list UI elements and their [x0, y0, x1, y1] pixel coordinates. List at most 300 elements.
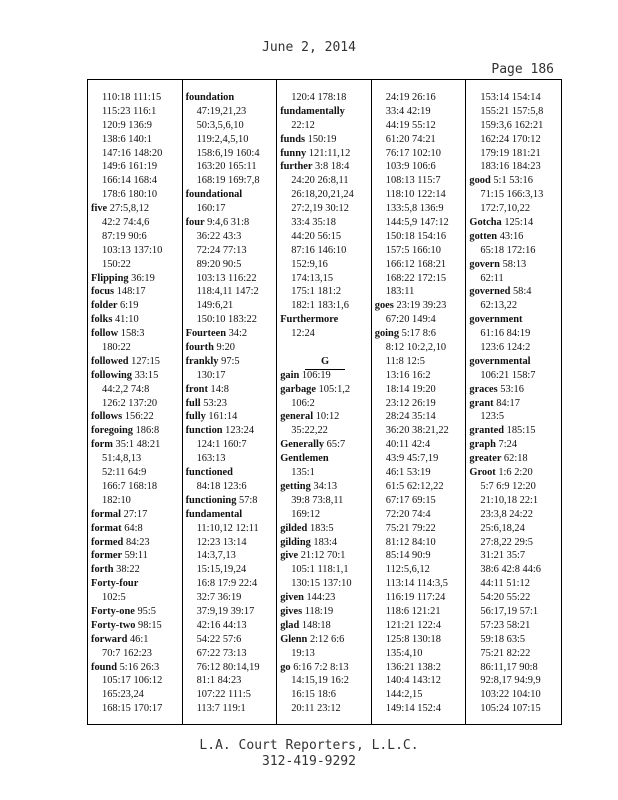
- index-refs: 5:1 53:16: [493, 175, 533, 187]
- index-refs-continued: 65:18 172:16: [480, 244, 536, 256]
- index-entry: [186, 424, 276, 438]
- index-term: fundamentally: [280, 105, 345, 117]
- index-term: graph: [469, 439, 496, 451]
- index-refs-continued: 135:1: [291, 467, 315, 479]
- index-refs-continued: 112:5,6,12: [385, 564, 430, 576]
- index-refs: 148:18: [301, 619, 331, 631]
- index-refs-continued: 166:7 168:18: [102, 480, 158, 492]
- index-refs: 125:14: [504, 217, 534, 229]
- index-refs: 23:19 39:23: [396, 300, 447, 312]
- index-entry: [91, 661, 181, 675]
- index-refs: 10:12: [315, 411, 340, 423]
- index-entry: [469, 452, 560, 466]
- index-term: five: [91, 203, 108, 215]
- index-refs-continued: 23:12 26:19: [385, 397, 436, 409]
- index-entry: [91, 327, 181, 341]
- index-refs: 183:4: [313, 536, 338, 548]
- index-refs-continued: 8:12 10:2,2,10: [385, 342, 447, 354]
- index-refs-continued: 168:15 170:17: [102, 703, 163, 715]
- index-refs: 41:10: [114, 314, 139, 326]
- index-refs: 46:1: [129, 633, 149, 645]
- index-entry: [91, 424, 181, 438]
- index-column-5: [466, 80, 561, 724]
- index-refs: 6:16 7:2 8:13: [293, 661, 349, 673]
- index-refs-continued: 85:14 90:9: [385, 550, 431, 562]
- index-refs-continued: 23:3,8 24:22: [480, 508, 533, 520]
- index-refs-continued: 149:6,21: [196, 300, 234, 312]
- index-refs: 106:19: [301, 369, 331, 381]
- index-refs: 123:24: [225, 425, 255, 437]
- index-refs-continued: 118:10 122:14: [385, 189, 446, 201]
- index-refs: 156:22: [124, 411, 154, 423]
- index-term: folder: [91, 300, 118, 312]
- index-entry: [280, 480, 370, 494]
- index-entry: [186, 383, 276, 397]
- index-refs-continued: 72:20 74:4: [385, 508, 431, 520]
- index-term: fourth: [185, 342, 214, 354]
- index-refs: 158:3: [120, 328, 145, 340]
- index-refs-continued: 105:17 106:12: [102, 675, 163, 687]
- index-refs-continued: 20:11 23:12: [291, 703, 341, 715]
- index-term: getting: [280, 480, 311, 492]
- index-refs-continued: 70:7 162:23: [102, 647, 152, 659]
- index-term: follows: [91, 411, 123, 423]
- footer-phone: 312-419-9292: [262, 754, 356, 769]
- index-refs-continued: 47:19,21,23: [196, 105, 247, 117]
- index-term: further: [280, 161, 313, 173]
- index-refs-continued: 166:12 168:21: [385, 258, 447, 270]
- index-refs: 6:19: [119, 300, 139, 312]
- index-refs-continued: 106:21 158:7: [480, 369, 536, 381]
- index-refs-continued: 153:14 154:14: [480, 92, 541, 103]
- index-refs-continued: 40:11 42:4: [385, 439, 431, 451]
- index-entry: [280, 522, 370, 536]
- index-refs-continued: 5:7 6:9 12:20: [480, 480, 536, 492]
- index-refs: 27:5,8,12: [109, 203, 150, 215]
- index-entry: [375, 299, 465, 313]
- index-refs: 7:24: [498, 439, 518, 451]
- index-term: focus: [91, 286, 115, 298]
- index-refs-continued: 183:11: [385, 286, 415, 298]
- index-refs-continued: 123:5: [480, 411, 505, 423]
- index-refs-continued: 118:4,11 147:2: [196, 286, 259, 298]
- index-term: found: [91, 661, 117, 673]
- index-term: Forty-four: [91, 578, 139, 590]
- index-refs-continued: 56:17,19 57:1: [480, 605, 539, 617]
- index-term: followed: [91, 355, 129, 367]
- index-refs-continued: 150:18 154:16: [385, 230, 447, 242]
- index-refs: 5:16 26:3: [119, 661, 160, 673]
- index-entry: [91, 536, 181, 550]
- index-refs-continued: 44:19 55:12: [385, 119, 436, 131]
- index-refs-continued: 62:11: [480, 272, 504, 284]
- index-entry: [186, 341, 276, 355]
- index-refs-continued: 86:11,17 90:8: [480, 661, 538, 673]
- index-refs-continued: 135:4,10: [385, 647, 423, 659]
- index-refs-continued: 11:10,12 12:11: [196, 522, 259, 534]
- index-term: Forty-one: [91, 605, 135, 617]
- index-column-4: [372, 80, 467, 724]
- index-refs-continued: 155:21 157:5,8: [480, 105, 544, 117]
- index-refs-continued: 113:14 114:3,5: [385, 578, 448, 590]
- index-term: foregoing: [91, 425, 133, 437]
- index-term: function: [185, 425, 223, 437]
- index-refs-continued: 89:20 90:5: [196, 258, 242, 270]
- index-refs-continued: 61:5 62:12,22: [385, 480, 444, 492]
- index-refs-continued: 62:13,22: [480, 300, 518, 312]
- index-refs-continued: 124:1 160:7: [196, 439, 247, 451]
- index-term: folks: [91, 314, 113, 326]
- index-entry: [280, 633, 370, 647]
- index-term: Generally: [280, 439, 325, 451]
- index-term: give: [280, 550, 299, 562]
- index-refs-continued: 179:19 181:21: [480, 147, 541, 159]
- index-refs-continued: 42:16 44:13: [196, 619, 247, 631]
- index-refs: 14:8: [210, 383, 230, 395]
- index-refs-continued: 19:13: [291, 647, 315, 659]
- index-refs-continued: 119:2,4,5,10: [196, 133, 249, 145]
- index-term: form: [91, 439, 113, 451]
- index-term: glad: [280, 619, 300, 631]
- index-refs-continued: 92:8,17 94:9,9: [480, 675, 541, 687]
- index-refs-continued: 27:2,19 30:12: [291, 203, 349, 215]
- index-term: Fourteen: [185, 328, 226, 340]
- index-refs-continued: 87:19 90:6: [102, 230, 147, 242]
- index-refs: 36:19: [131, 272, 155, 284]
- index-refs-continued: 105:24 107:15: [480, 703, 541, 715]
- index-refs-continued: 183:16 184:23: [480, 161, 541, 173]
- index-entry: [91, 563, 181, 577]
- index-refs: 183:5: [309, 522, 334, 534]
- index-refs: 38:22: [116, 564, 140, 576]
- index-term: gilding: [280, 536, 311, 548]
- index-refs: 95:5: [137, 605, 156, 617]
- index-refs-continued: 159:3,6 162:21: [480, 119, 544, 131]
- index-refs-continued: 51:4,8,13: [102, 453, 142, 465]
- index-refs-continued: 52:11 64:9: [102, 467, 147, 479]
- index-refs-continued: 150:22: [102, 258, 131, 270]
- index-refs-continued: 76:17 102:10: [385, 147, 441, 159]
- index-refs-continued: 174:13,15: [291, 272, 334, 284]
- index-refs-continued: 14:15,19 16:2: [291, 675, 349, 687]
- index-refs-continued: 136:21 138:2: [385, 661, 441, 673]
- index-refs-continued: 144:5,9 147:12: [385, 217, 449, 229]
- index-term: forward: [91, 633, 128, 645]
- index-entry: [91, 299, 181, 313]
- index-refs-continued: 150:10 183:22: [196, 314, 257, 326]
- index-refs-continued: 149:6 161:19: [102, 161, 158, 173]
- index-refs-continued: 126:2 137:20: [102, 397, 158, 409]
- index-entry: [186, 327, 276, 341]
- index-term: grant: [469, 397, 494, 409]
- index-term: foundation: [185, 92, 235, 103]
- index-refs-continued: 16:8 17:9 22:4: [196, 578, 258, 590]
- index-refs-continued: 110:18 111:15: [102, 92, 162, 103]
- index-refs-continued: 16:15 18:6: [291, 689, 336, 701]
- index-entry: [280, 383, 370, 397]
- index-entry: [91, 355, 181, 369]
- index-refs-continued: 123:6 124:2: [480, 342, 531, 354]
- index-refs-continued: 21:10,18 22:1: [480, 494, 539, 506]
- index-refs: 35:1 48:21: [115, 439, 161, 451]
- index-refs: 58:13: [502, 258, 527, 270]
- index-refs-continued: 157:5 166:10: [385, 244, 441, 256]
- index-term: going: [374, 328, 400, 340]
- index-refs: 53:23: [203, 397, 227, 409]
- index-term: Furthermore: [280, 314, 339, 326]
- index-entry: [469, 230, 560, 244]
- index-refs: 2:12 6:6: [309, 633, 345, 645]
- index-refs-continued: 118:6 121:21: [385, 605, 441, 617]
- index-refs-continued: 115:23 116:1: [102, 105, 157, 117]
- index-refs: 34:2: [228, 328, 248, 340]
- section-letter-text: G: [305, 355, 345, 370]
- index-entry: [280, 661, 370, 675]
- index-term: granted: [469, 425, 505, 437]
- index-entry: [280, 133, 370, 147]
- index-term: foundational: [185, 189, 243, 201]
- index-refs: 185:15: [506, 425, 536, 437]
- index-term: Forty-two: [91, 619, 136, 631]
- index-refs-continued: 105:1 118:1,1: [291, 564, 349, 576]
- index-refs: 27:17: [123, 508, 148, 520]
- index-entry: [469, 466, 560, 480]
- index-refs: 105:1,2: [318, 383, 351, 395]
- index-term: Groot: [469, 467, 496, 479]
- index-term: Glenn: [280, 633, 308, 645]
- index-term: general: [280, 411, 314, 423]
- index-refs-continued: 172:7,10,22: [480, 203, 531, 215]
- index-refs-continued: 108:13 115:7: [385, 175, 441, 187]
- index-term: following: [91, 369, 132, 381]
- index-refs: 186:8: [135, 425, 160, 437]
- index-term: four: [185, 217, 205, 229]
- index-term: Gentlemen: [280, 453, 329, 465]
- index-entry: [280, 438, 370, 452]
- index-entry: [375, 327, 465, 341]
- index-refs: 3:8 18:4: [314, 161, 350, 173]
- index-refs-continued: 31:21 35:7: [480, 550, 526, 562]
- index-refs-continued: 163:20 165:11: [196, 161, 257, 173]
- index-refs: 62:18: [503, 453, 528, 465]
- index-refs-continued: 28:24 35:14: [385, 411, 436, 423]
- index-refs-continued: 44:20 56:15: [291, 230, 342, 242]
- index-refs-continued: 12:24: [291, 328, 315, 340]
- page-number: Page 186: [491, 62, 554, 77]
- index-refs-continued: 133:5,8 136:9: [385, 203, 444, 215]
- index-term: formed: [91, 536, 124, 548]
- index-entry: [91, 202, 181, 216]
- index-entry: [91, 410, 181, 424]
- index-entry: [91, 369, 181, 383]
- index-entry: [469, 258, 560, 272]
- index-entry: [280, 313, 370, 327]
- index-refs-continued: 12:23 13:14: [196, 536, 247, 548]
- index-refs: 53:16: [500, 383, 524, 395]
- index-refs-continued: 43:9 45:7,19: [385, 453, 439, 465]
- index-refs-continued: 178:6 180:10: [102, 189, 158, 201]
- index-refs: 144:23: [306, 592, 336, 604]
- index-term: funny: [280, 147, 307, 159]
- index-refs-continued: 76:12 80:14,19: [196, 661, 260, 673]
- index-refs-continued: 138:6 140:1: [102, 133, 152, 145]
- index-term: former: [91, 550, 122, 562]
- index-refs: 84:23: [125, 536, 150, 548]
- index-refs-continued: 26:18,20,21,24: [291, 189, 354, 201]
- index-entry: [186, 508, 276, 522]
- index-refs-continued: 103:9 106:6: [385, 161, 436, 173]
- index-entry: [91, 577, 181, 591]
- index-entry: [280, 105, 370, 119]
- index-entry: [91, 438, 181, 452]
- index-term: follow: [91, 328, 119, 340]
- index-term: good: [469, 175, 491, 187]
- index-refs-continued: 180:22: [102, 342, 131, 354]
- index-refs-continued: 130:17: [196, 369, 226, 381]
- index-entry: [186, 91, 276, 105]
- index-refs: 57:8: [239, 494, 258, 506]
- index-column-3: [277, 80, 372, 724]
- index-entry: [91, 508, 181, 522]
- index-refs-continued: 165:23,24: [102, 689, 144, 701]
- index-entry: [469, 355, 560, 369]
- index-refs-continued: 149:14 152:4: [385, 703, 441, 715]
- index-term: format: [91, 522, 122, 534]
- index-refs-continued: 121:21 122:4: [385, 619, 441, 631]
- index-refs-continued: 182:1 183:1,6: [291, 300, 349, 312]
- index-refs: 9:20: [216, 342, 235, 354]
- index-entry: [91, 619, 181, 633]
- index-refs: 64:8: [124, 522, 143, 534]
- index-refs-continued: 71:15 166:3,13: [480, 189, 544, 201]
- index-refs-continued: 33:4 42:19: [385, 105, 431, 117]
- index-entry: [91, 605, 181, 619]
- index-entry: [280, 619, 370, 633]
- footer-company: L.A. Court Reporters, L.L.C.: [199, 738, 419, 753]
- index-term: governed: [469, 286, 511, 298]
- index-term: graces: [469, 383, 498, 395]
- index-refs-continued: 15:15,19,24: [196, 564, 247, 576]
- index-refs-continued: 42:2 74:4,6: [102, 217, 150, 229]
- index-refs-continued: 72:24 77:13: [196, 244, 247, 256]
- index-entry: [91, 272, 181, 286]
- index-refs-continued: 106:2: [291, 397, 315, 409]
- index-term: full: [185, 397, 201, 409]
- index-refs-continued: 14:3,7,13: [196, 550, 236, 562]
- index-refs-continued: 35:22,22: [291, 425, 328, 437]
- index-term: gain: [280, 369, 300, 381]
- header-date: June 2, 2014: [262, 40, 356, 55]
- index-entry: [469, 216, 560, 230]
- index-refs-continued: 168:22 172:15: [385, 272, 447, 284]
- index-refs: 161:14: [208, 411, 238, 423]
- index-term: goes: [374, 300, 394, 312]
- index-refs-continued: 81:12 84:10: [385, 536, 436, 548]
- index-refs-continued: 44:2,2 74:8: [102, 383, 150, 395]
- index-refs-continued: 67:20 149:4: [385, 314, 436, 326]
- index-entry: [280, 591, 370, 605]
- index-refs: 33:15: [134, 369, 159, 381]
- index-refs-continued: 140:4 143:12: [385, 675, 441, 687]
- index-refs-continued: 36:20 38:21,22: [385, 425, 449, 437]
- index-refs-continued: 169:12: [291, 508, 321, 520]
- index-term: greater: [469, 453, 502, 465]
- index-refs-continued: 120:9 136:9: [102, 119, 152, 131]
- index-refs-continued: 37:9,19 39:17: [196, 605, 255, 617]
- index-refs-continued: 46:1 53:19: [385, 467, 431, 479]
- index-refs-continued: 18:14 19:20: [385, 383, 436, 395]
- index-refs-continued: 67:17 69:15: [385, 494, 436, 506]
- index-table: [87, 79, 562, 725]
- index-refs-continued: 158:6,19 160:4: [196, 147, 260, 159]
- index-refs-continued: 103:13 137:10: [102, 244, 163, 256]
- index-refs: 1:6 2:20: [498, 467, 533, 479]
- index-refs: 98:15: [138, 619, 162, 631]
- index-refs-continued: 107:22 111:5: [196, 689, 251, 701]
- index-entry: [91, 285, 181, 299]
- index-entry: [280, 549, 370, 563]
- index-entry: [469, 424, 560, 438]
- index-refs-continued: 113:7 119:1: [196, 703, 246, 715]
- index-term: Flipping: [91, 272, 129, 284]
- index-refs-continued: 84:18 123:6: [196, 480, 247, 492]
- index-refs-continued: 44:11 51:12: [480, 578, 530, 590]
- index-term: gives: [280, 605, 303, 617]
- blank-line: [280, 341, 370, 355]
- index-refs-continued: 27:8,22 29:5: [480, 536, 533, 548]
- index-entry: [469, 397, 560, 411]
- index-entry: [469, 383, 560, 397]
- index-refs-continued: 102:5: [102, 592, 126, 604]
- index-term: formal: [91, 508, 122, 520]
- index-term: functioning: [185, 494, 237, 506]
- index-refs-continued: 152:9,16: [291, 258, 328, 270]
- index-refs-continued: 175:1 181:2: [291, 286, 342, 298]
- index-entry: [91, 633, 181, 647]
- index-entry: [186, 397, 276, 411]
- index-refs-continued: 81:1 84:23: [196, 675, 242, 687]
- index-term: Gotcha: [469, 217, 502, 229]
- index-refs: 58:4: [512, 286, 532, 298]
- index-refs-continued: 147:16 148:20: [102, 147, 163, 159]
- index-refs-continued: 57:23 58:21: [480, 619, 531, 631]
- index-refs-continued: 36:22 43:3: [196, 230, 242, 242]
- index-refs-continued: 182:10: [102, 494, 131, 506]
- index-refs-continued: 120:4 178:18: [291, 92, 347, 103]
- index-entry: [280, 452, 370, 466]
- index-refs: 127:15: [131, 355, 161, 367]
- index-refs: 97:5: [221, 355, 240, 367]
- index-refs-continued: 162:24 170:12: [480, 133, 541, 145]
- index-refs-continued: 25:6,18,24: [480, 522, 525, 534]
- index-term: governmental: [469, 355, 531, 367]
- index-refs-continued: 59:18 63:5: [480, 633, 526, 645]
- index-refs-continued: 32:7 36:19: [196, 592, 242, 604]
- index-entry: [91, 313, 181, 327]
- index-refs: 5:17 8:6: [401, 328, 437, 340]
- index-entry: [280, 536, 370, 550]
- index-refs-continued: 125:8 130:18: [385, 633, 441, 645]
- index-term: forth: [91, 564, 114, 576]
- index-refs-continued: 87:16 146:10: [291, 244, 347, 256]
- index-refs-continued: 38:6 42:8 44:6: [480, 564, 541, 576]
- index-entry: [186, 188, 276, 202]
- index-term: gotten: [469, 230, 498, 242]
- index-entry: [280, 369, 370, 383]
- index-entry: [186, 494, 276, 508]
- index-term: govern: [469, 258, 500, 270]
- index-refs-continued: 166:14 168:4: [102, 175, 158, 187]
